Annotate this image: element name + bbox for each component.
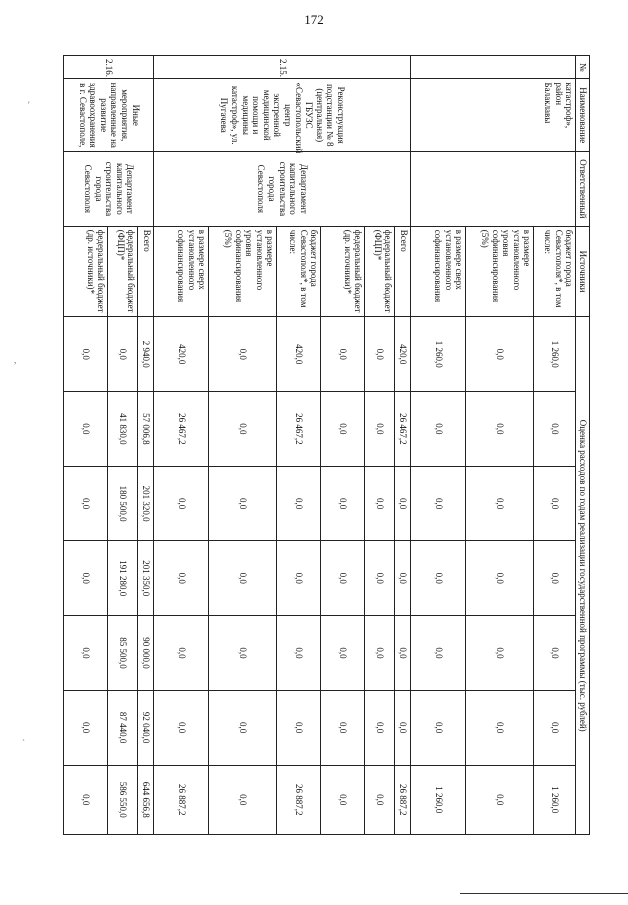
value-cell: 92 040,0 xyxy=(138,690,154,765)
value-cell: 0,0 xyxy=(534,541,576,616)
value-cell: 0,0 xyxy=(154,541,209,616)
scan-mark: , xyxy=(14,355,17,365)
value-cell: 0,0 xyxy=(64,616,108,691)
value-cell: 0,0 xyxy=(321,466,365,541)
value-cell: 1 260,0 xyxy=(411,765,466,834)
value-cell: 0,0 xyxy=(466,317,534,392)
header-sources: Источники xyxy=(576,226,590,317)
value-cell: 201 320,0 xyxy=(138,466,154,541)
value-cell: 0,0 xyxy=(277,541,321,616)
value-cell: 0,0 xyxy=(411,466,466,541)
value-cell: 26 887,2 xyxy=(277,765,321,834)
value-cell: 26 887,2 xyxy=(154,765,209,834)
value-cell: 0,0 xyxy=(365,392,395,467)
value-cell: 0,0 xyxy=(209,616,277,691)
value-cell: 0,0 xyxy=(64,466,108,541)
item-name-cell: катастроф», район Балаклавы xyxy=(411,79,576,152)
footer-rule xyxy=(460,893,628,894)
table-body xyxy=(64,56,576,835)
item-name-cell: Иные мероприятия, направленные на развитие здравоохранения в г. Севастополе, xyxy=(64,79,154,152)
value-cell: 0,0 xyxy=(365,616,395,691)
source-label: бюджет города Севастополя*, в том числе: xyxy=(277,226,321,317)
value-cell: 0,0 xyxy=(64,392,108,467)
value-cell: 0,0 xyxy=(321,616,365,691)
table-row xyxy=(534,56,576,835)
item-responsible-cell: Департамент капитального строительства города Севастополя xyxy=(64,152,154,227)
value-cell: 26 887,2 xyxy=(395,765,411,834)
header-row xyxy=(576,56,590,835)
source-label: федеральный бюджет (др. источники)* xyxy=(64,226,108,317)
value-cell: 0,0 xyxy=(466,616,534,691)
program-expenses-table xyxy=(63,55,590,835)
item-num-cell: 2.15. xyxy=(154,56,411,79)
source-label: в размере установленного уровня софинансирования (5%) xyxy=(209,226,277,317)
value-cell: 26 467,2 xyxy=(154,392,209,467)
value-cell: 0,0 xyxy=(365,765,395,834)
source-label: Всего xyxy=(138,226,154,317)
value-cell: 26 467,2 xyxy=(277,392,321,467)
value-cell: 0,0 xyxy=(209,466,277,541)
source-label: в размере сверх установленного софинансирования xyxy=(411,226,466,317)
value-cell: 0,0 xyxy=(64,317,108,392)
value-cell: 420,0 xyxy=(395,317,411,392)
scan-mark: ` xyxy=(22,738,25,748)
value-cell: 0,0 xyxy=(277,616,321,691)
item-num-cell: 2.16. xyxy=(64,56,154,79)
table-row xyxy=(395,56,411,835)
value-cell: 0,0 xyxy=(277,690,321,765)
value-cell: 0,0 xyxy=(466,392,534,467)
rotated-table-container xyxy=(77,55,590,835)
value-cell: 0,0 xyxy=(154,466,209,541)
value-cell: 85 500,0 xyxy=(108,616,138,691)
value-cell: 0,0 xyxy=(365,466,395,541)
value-cell: 0,0 xyxy=(64,765,108,834)
value-cell: 0,0 xyxy=(395,690,411,765)
source-label: федеральный бюджет (ФЦП)* xyxy=(108,226,138,317)
source-label: в размере сверх установленного софинансирования xyxy=(154,226,209,317)
item-num-cell xyxy=(411,56,576,79)
value-cell: 0,0 xyxy=(411,392,466,467)
value-cell: 0,0 xyxy=(209,317,277,392)
value-cell: 0,0 xyxy=(466,541,534,616)
item-name-cell: Реконструкция подстанции № 8 (центральная) ГБУЗС «Севастопольский центр экстренной медицинской помощи и медицины катастроф», ул. Пугачева xyxy=(154,79,411,152)
value-cell: 586 550,0 xyxy=(108,765,138,834)
value-cell: 420,0 xyxy=(154,317,209,392)
scan-mark: ' xyxy=(28,100,30,110)
value-cell: 0,0 xyxy=(466,765,534,834)
value-cell: 0,0 xyxy=(534,466,576,541)
header-name: Наименование xyxy=(576,79,590,152)
source-label: в размере установленного уровня софинансирования (5%) xyxy=(466,226,534,317)
value-cell: 1 260,0 xyxy=(534,317,576,392)
value-cell: 420,0 xyxy=(277,317,321,392)
value-cell: 87 440,0 xyxy=(108,690,138,765)
value-cell: 644 656,8 xyxy=(138,765,154,834)
value-cell: 0,0 xyxy=(534,392,576,467)
source-label: бюджет города Севастополя*, в том числе: xyxy=(534,226,576,317)
value-cell: 1 260,0 xyxy=(411,317,466,392)
item-responsible-cell xyxy=(411,152,576,227)
value-cell: 0,0 xyxy=(154,690,209,765)
value-cell: 0,0 xyxy=(64,690,108,765)
value-cell: 0,0 xyxy=(395,541,411,616)
value-cell: 90 000,0 xyxy=(138,616,154,691)
value-cell: 0,0 xyxy=(154,616,209,691)
value-cell: 0,0 xyxy=(209,690,277,765)
value-cell: 0,0 xyxy=(395,616,411,691)
value-cell: 0,0 xyxy=(64,541,108,616)
value-cell: 0,0 xyxy=(365,317,395,392)
item-responsible-cell: Департамент капитального строительства города Севастополя xyxy=(154,152,411,227)
value-cell: 0,0 xyxy=(209,765,277,834)
source-label: федеральный бюджет (др. источники)* xyxy=(321,226,365,317)
value-cell: 0,0 xyxy=(321,690,365,765)
value-cell: 191 280,0 xyxy=(108,541,138,616)
value-cell: 57 006,8 xyxy=(138,392,154,467)
value-cell: 201 350,0 xyxy=(138,541,154,616)
value-cell: 0,0 xyxy=(365,541,395,616)
value-cell: 180 500,0 xyxy=(108,466,138,541)
header-estimate: Оценка расходов по годам реализации государственной программы (тыс. рублей) xyxy=(576,317,590,835)
value-cell: 0,0 xyxy=(365,690,395,765)
value-cell: 0,0 xyxy=(534,616,576,691)
source-label: федеральный бюджет (ФЦП)* xyxy=(365,226,395,317)
source-label: Всего xyxy=(395,226,411,317)
header-responsible: Ответственный xyxy=(576,152,590,227)
value-cell: 0,0 xyxy=(411,616,466,691)
value-cell: 1 260,0 xyxy=(534,765,576,834)
table-row xyxy=(138,56,154,835)
value-cell: 0,0 xyxy=(321,541,365,616)
value-cell: 0,0 xyxy=(277,466,321,541)
value-cell: 0,0 xyxy=(466,466,534,541)
value-cell: 0,0 xyxy=(466,690,534,765)
header-num: № xyxy=(576,56,590,79)
value-cell: 26 467,2 xyxy=(395,392,411,467)
value-cell: 0,0 xyxy=(395,466,411,541)
value-cell: 0,0 xyxy=(321,765,365,834)
value-cell: 0,0 xyxy=(209,392,277,467)
value-cell: 0,0 xyxy=(321,317,365,392)
value-cell: 0,0 xyxy=(411,690,466,765)
value-cell: 0,0 xyxy=(209,541,277,616)
page-number: 172 xyxy=(304,12,324,27)
value-cell: 0,0 xyxy=(108,317,138,392)
value-cell: 0,0 xyxy=(321,392,365,467)
value-cell: 41 830,0 xyxy=(108,392,138,467)
value-cell: 2 940,0 xyxy=(138,317,154,392)
value-cell: 0,0 xyxy=(534,690,576,765)
value-cell: 0,0 xyxy=(411,541,466,616)
